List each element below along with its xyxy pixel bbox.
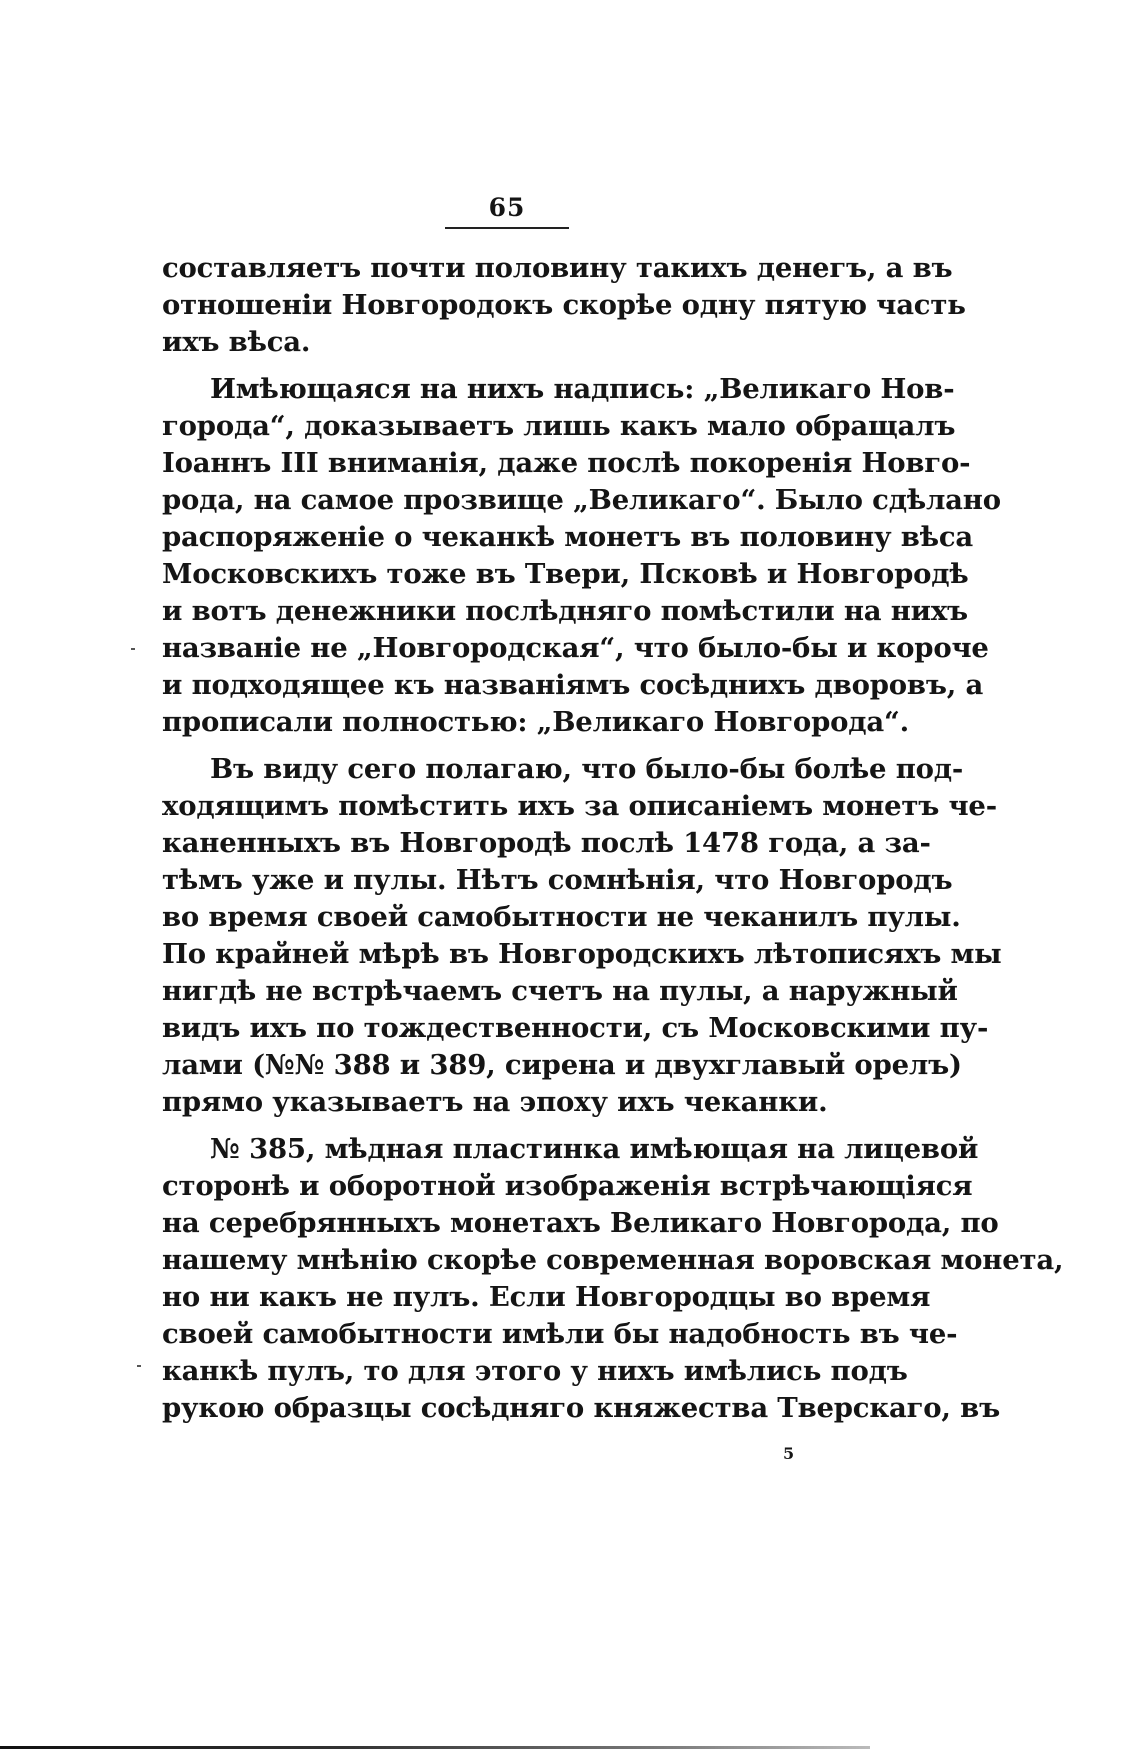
scan-speck [131, 648, 135, 650]
text-line: ихъ вѣса. [162, 326, 311, 358]
text-line: распоряженiе о чеканкѣ монетъ въ половину вѣса [162, 521, 973, 553]
scan-edge-rule [0, 1746, 870, 1749]
scan-speck [137, 1365, 141, 1367]
text-line: лами (№№ 388 и 389, сирена и двухглавый орелъ) [162, 1049, 962, 1081]
text-line: сторонѣ и оборотной изображенiя встрѣчающiяся [162, 1170, 973, 1202]
text-line: нигдѣ не встрѣчаемъ счетъ на пулы, а наружный [162, 975, 958, 1007]
text-line: ходящимъ помѣстить ихъ за описанiемъ монетъ че- [162, 790, 997, 822]
text-line: Въ виду сего полагаю, что было-бы болѣе под- [210, 753, 964, 785]
text-line: По крайней мѣрѣ въ Новгородскихъ лѣтописяхъ мы [162, 938, 1002, 970]
text-line: прописали полностью: „Великаго Новгорода“. [162, 706, 909, 738]
text-line: прямо указываетъ на эпоху ихъ чеканки. [162, 1086, 828, 1118]
paragraph-gap [162, 1121, 852, 1131]
text-line: названiе не „Новгородская“, что было-бы и короче [162, 632, 989, 664]
text-line: № 385, мѣдная пластинка имѣющая на лицевой [210, 1133, 979, 1165]
paragraph [162, 371, 1001, 741]
paragraph [162, 751, 1002, 1121]
text-line: и подходящее къ названiямъ сосѣднихъ дворовъ, а [162, 669, 984, 701]
paragraph [162, 1131, 1064, 1427]
paragraph-gap [162, 741, 852, 751]
text-line: Московскихъ тоже въ Твери, Псковѣ и Новгородѣ [162, 558, 969, 590]
text-line: города“, доказываетъ лишь какъ мало обращалъ [162, 410, 956, 442]
text-line: видъ ихъ по тождественности, съ Московскими пу- [162, 1012, 989, 1044]
text-line: но ни какъ не пулъ. Если Новгородцы во время [162, 1281, 931, 1313]
body-text [162, 250, 1064, 1427]
text-line: Iоаннъ III вниманiя, даже послѣ покоренiя Новго- [162, 447, 971, 479]
text-line: каненныхъ въ Новгородѣ послѣ 1478 года, а за- [162, 827, 931, 859]
text-line: отношенiи Новгородокъ скорѣе одну пятую часть [162, 289, 966, 321]
text-line: своей самобытности имѣли бы надобность въ че- [162, 1318, 958, 1350]
text-line: на серебрянныхъ монетахъ Великаго Новгорода, по [162, 1207, 999, 1239]
text-line: Имѣющаяся на нихъ надпись: „Великаго Нов- [210, 373, 955, 405]
text-line: во время своей самобытности не чеканилъ пулы. [162, 901, 961, 933]
paragraph-gap [162, 361, 852, 371]
text-line: канкѣ пулъ, то для этого у нихъ имѣлись подъ [162, 1355, 908, 1387]
text-line: рукою образцы сосѣдняго княжества Тверскаго, въ [162, 1392, 1000, 1424]
page-number-rule [445, 227, 569, 229]
text-line: и вотъ денежники послѣдняго помѣстили на нихъ [162, 595, 968, 627]
text-line: нашему мнѣнiю скорѣе современная воровская монета, [162, 1244, 1064, 1276]
paragraph [162, 250, 966, 361]
signature-mark: 5 [783, 1444, 795, 1463]
page-number: 65 [488, 193, 526, 222]
text-line: составляетъ почти половину такихъ денегъ, а въ [162, 252, 953, 284]
text-line: рода, на самое прозвище „Великаго“. Было сдѣлано [162, 484, 1001, 516]
text-line: тѣмъ уже и пулы. Нѣтъ сомнѣнiя, что Новгородъ [162, 864, 953, 896]
